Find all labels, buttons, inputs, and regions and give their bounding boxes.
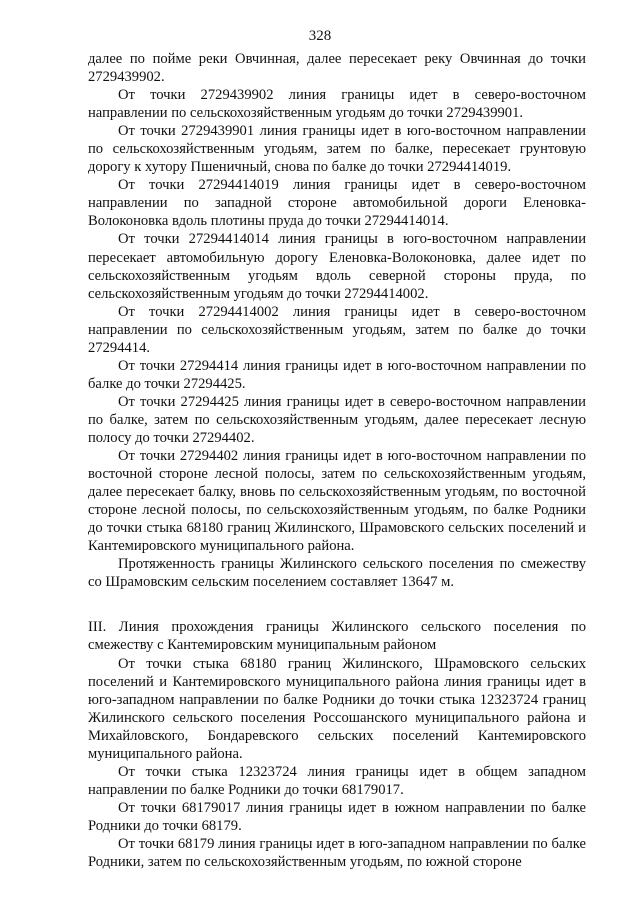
paragraph: От точки 27294414019 линия границы идет в северо-восточном направлении по западной стороне автомобильной дороги Еленовка-Волоконовка вдоль плотины пруда до точки 27294414014. <box>88 177 586 230</box>
paragraph: От точки 68179 линия границы идет в юго-западном направлении по балке Родники, затем по сельскохозяйственным угодьям, по южной стороне <box>88 835 586 871</box>
paragraph: От точки 27294414 линия границы идет в юго-восточном направлении по балке до точки 27294425. <box>88 357 586 392</box>
section-heading: III. Линия прохождения границы Жилинского сельского поселения по смежеству с Кантемировским муниципальным районом <box>88 619 586 654</box>
paragraph: От точки стыка 68180 границ Жилинского, Шрамовского сельских поселений и Кантемировского муниципального района линия границы идет в юго-западном направлении по балке Родники до точки стыка 12323724 границ Жилинского сельского поселения Россошанского муниципального района и Михайловского, Бондаревского сельских поселений Кантемировского муниципального района. <box>88 655 586 762</box>
paragraph: От точки 2729439902 линия границы идет в северо-восточном направлении по сельскохозяйственным угодьям до точки 2729439901. <box>88 87 586 122</box>
paragraph: От точки 27294414014 линия границы в юго-восточном направлении пересекает автомобильную дорогу Еленовка-Волоконовка, далее идет по сельскохозяйственным угодьям вдоль северной стороны пруда, по сельскохозяйственным угодьям до точки 27294414002. <box>88 231 586 302</box>
paragraph: От точки 2729439901 линия границы идет в юго-восточном направлении по сельскохозяйственным угодьям, затем по балке, пересекает грунтовую дорогу к хутору Пшеничный, снова по балке до точки 27294414019. <box>88 123 586 176</box>
paragraph: От точки стыка 12323724 линия границы идет в общем западном направлении по балке Родники до точки 68179017. <box>88 763 586 798</box>
paragraph: От точки 27294425 линия границы идет в северо-восточном направлении по балке, затем по сельскохозяйственным угодьям, далее пересекает лесную полосу до точки 27294402. <box>88 393 586 446</box>
paragraph-continued: далее по пойме реки Овчинная, далее пересекает реку Овчинная до точки 2729439902. <box>88 51 586 86</box>
paragraph: От точки 68179017 линия границы идет в южном направлении по балке Родники до точки 68179. <box>88 799 586 834</box>
page-number: 328 <box>308 28 332 44</box>
document-body <box>88 50 586 871</box>
boundary-length-paragraph: Протяженность границы Жилинского сельского поселения по смежеству со Шрамовским сельским поселением составляет 13647 м. <box>88 556 586 591</box>
paragraph: От точки 27294402 линия границы идет в юго-восточном направлении по восточной стороне лесной полосы, затем по сельскохозяйственным угодьям, далее пересекает балку, вновь по сельскохозяйственным угодьям, по восточной стороне лесной полосы, по сельскохозяйственным угодьям, по балке Родники до точки стыка 68180 границ Жилинского, Шрамовского сельских поселений и Кантемировского муниципального района. <box>88 448 586 555</box>
paragraph: От точки 27294414002 линия границы идет в северо-восточном направлении по сельскохозяйственным угодьям, затем по балке до точки 27294414. <box>88 303 586 356</box>
